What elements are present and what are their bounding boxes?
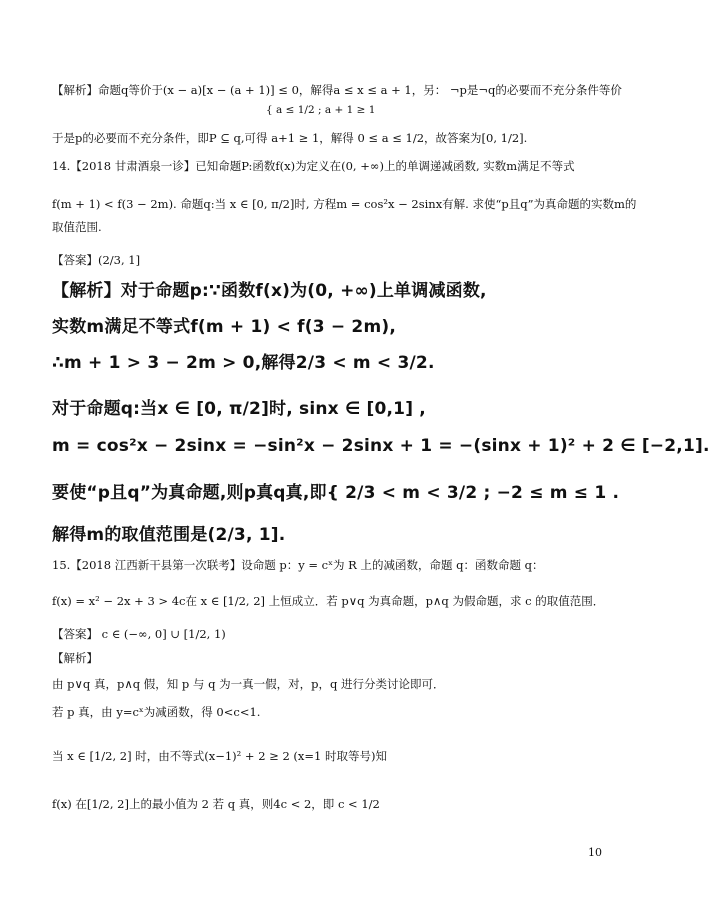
text-line: f(m + 1) < f(3 − 2m). 命题q:当 x ∈ [0, π/2]时, 方程m = cos²x − 2sinx有解. 求使“p且q”为真命题的实数m的 <box>52 197 637 211</box>
text-line: 由 p∨q 真，p∧q 假，知 p 与 q 为一真一假，对，p，q 进行分类讨论即可． <box>52 677 445 691</box>
text-line: 当 x ∈ [1/2, 2] 时，由不等式(x−1)² + 2 ≥ 2 (x=1 时取等号)知 <box>52 749 387 763</box>
answer-15: 【答案】 c ∈ (−∞, 0] ∪ [1/2, 1) <box>52 627 226 641</box>
answer-14: 【答案】(2/3, 1] <box>52 253 141 267</box>
system-of-inequalities: { a ≤ 1/2 ; a + 1 ≥ 1 <box>266 104 376 116</box>
text-line: f(x) = x² − 2x + 3 > 4c在 x ∈ [1/2, 2] 上恒成立．若 p∨q 为真命题，p∧q 为假命题，求 c 的取值范围． <box>52 594 605 608</box>
text-line: 取值范围. <box>52 220 102 234</box>
solution-14-line: 【解析】对于命题p:∵函数f(x)为(0, +∞)上单调减函数, <box>52 281 487 301</box>
text-line: 若 p 真，由 y=cˣ为减函数，得 0<c<1. <box>52 705 261 719</box>
solution-15-heading: 【解析】 <box>52 651 98 665</box>
solution-14-line: ∴m + 1 > 3 − 2m > 0,解得2/3 < m < 3/2. <box>52 353 435 373</box>
text-line: 于是p的必要而不充分条件，即P ⊆ q,可得 a+1 ≥ 1，解得 0 ≤ a ≤ 1/2，故答案为[0, 1/2]. <box>52 131 528 145</box>
page-number: 10 <box>588 846 602 859</box>
solution-14-line: m = cos²x − 2sinx = −sin²x − 2sinx + 1 = −(sinx + 1)² + 2 ∈ [−2,1]. <box>52 436 710 456</box>
text-line: 【解析】命题q等价于(x − a)[x − (a + 1)] ≤ 0，解得a ≤ x ≤ a + 1，另： ¬p是¬q的必要而不充分条件等价 <box>52 83 622 97</box>
solution-14-line: 对于命题q:当x ∈ [0, π/2]时, sinx ∈ [0,1] , <box>52 399 426 419</box>
problem-15-statement: 15.【2018 江西新干县第一次联考】设命题 p：y = cˣ为 R 上的减函数，命题 q：函数命题 q： <box>52 558 544 572</box>
solution-14-line: 解得m的取值范围是(2/3, 1]. <box>52 525 286 545</box>
solution-14-line: 要使“p且q”为真命题,则p真q真,即{ 2/3 < m < 3/2 ; −2 ≤ m ≤ 1 . <box>52 483 620 503</box>
text-line: f(x) 在[1/2, 2]上的最小值为 2 若 q 真，则4c < 2，即 c < 1/2 <box>52 797 380 811</box>
solution-14-line: 实数m满足不等式f(m + 1) < f(3 − 2m), <box>52 317 396 337</box>
problem-14-statement: 14.【2018 甘肃酒泉一诊】已知命题P:函数f(x)为定义在(0, +∞)上的单调递减函数, 实数m满足不等式 <box>52 159 575 173</box>
